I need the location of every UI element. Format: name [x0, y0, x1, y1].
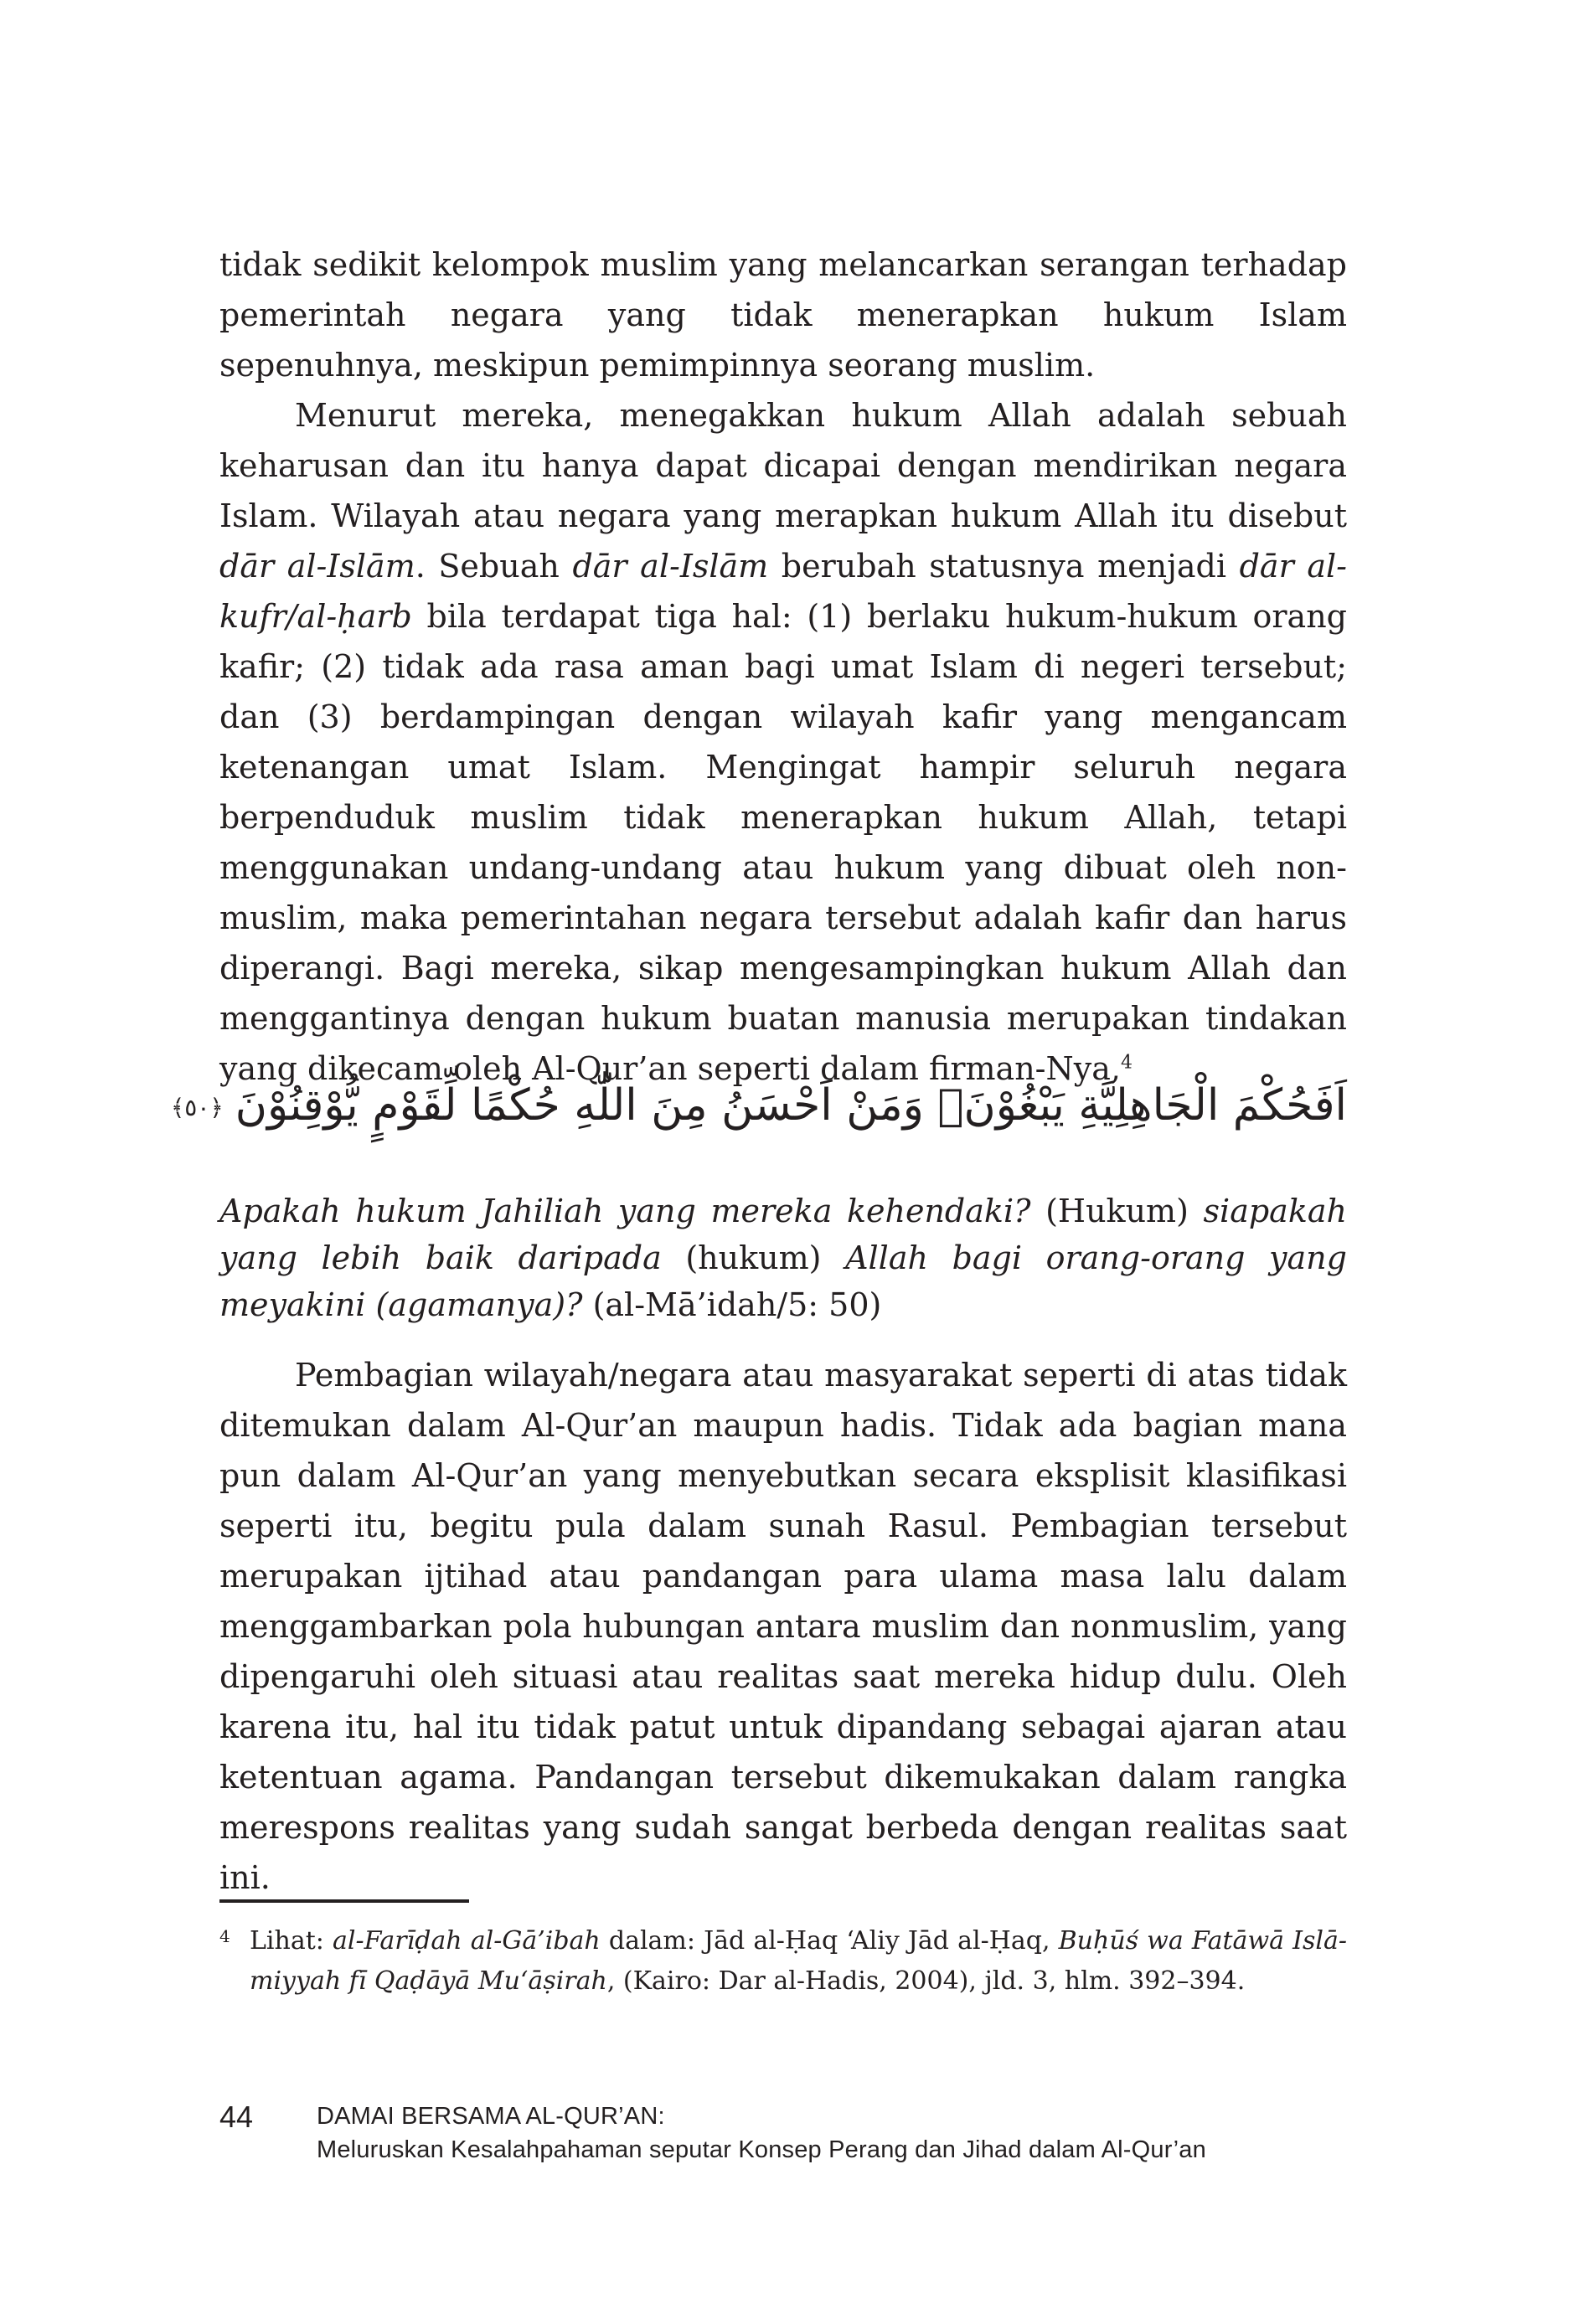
paragraph-2-text-b: . Sebuah	[415, 548, 573, 585]
translation-part-f: (agamanya)?	[375, 1286, 583, 1323]
paragraph-1: tidak sedikit kelompok muslim yang melancarkan serangan terhadap pemerintah negara yang tidak menerapkan hukum Islam sepenuhnya, meskipun pemimpinnya seorang muslim.	[219, 246, 1347, 384]
paragraph-2-text-d: bila terdapat tiga hal: (1) berlaku hukum-hukum orang kafir; (2) tidak ada rasa aman bagi umat Islam di negeri tersebut; dan (3) berdampingan dengan wilayah kafir yang mengancam ketenangan umat Islam. Mengingat hampir seluruh negara berpenduduk muslim tidak menerapkan hukum Allah, tetapi menggunakan undang-undang atau hukum yang dibuat oleh nonmuslim, maka pemerintahan negara tersebut adalah kafir dan harus diperangi. Bagi mereka, sikap mengesampingkan hukum Allah dan menggantinya dengan hukum buatan manusia merupakan tindakan yang dikecam oleh Al-Qur’an seperti dalam firman-Nya,	[219, 598, 1347, 1087]
paragraph-3: Pembagian wilayah/negara atau masyarakat seperti di atas tidak ditemukan dalam Al-Qur’an maupun hadis. Tidak ada bagian mana pun dalam Al-Qur’an yang menyebutkan secara eksplisit klasifikasi seperti itu, begitu pula dalam sunah Rasul. Pembagian tersebut merupakan ijtihad atau pandangan para ulama masa lalu dalam menggambarkan pola hubungan antara muslim dan nonmuslim, yang dipengaruhi oleh situasi atau realitas saat mereka hidup dulu. Oleh karena itu, hal itu tidak patut untuk dipandang sebagai ajaran atau ketentuan agama. Pandangan tersebut dikemukakan dalam rangka merespons realitas yang sudah sangat berbeda dengan realitas saat ini.	[219, 1357, 1347, 1896]
term-dar-al-kufr: dār al-kufr/al-ḥarb	[219, 548, 1347, 635]
page-number: 44	[219, 2100, 254, 2134]
translation-part-c: siapakah yang lebih baik daripada	[219, 1193, 1347, 1276]
term-dar-al-islam-2: dār al-Islām	[572, 548, 769, 585]
footnote-text-2: al-Farīḍah al-Gā’ibah	[333, 1926, 601, 1956]
footnote-text-5: , (Kairo: Dar al-Hadis, 2004), jld. 3, hlm. 392–394.	[606, 1966, 1246, 1996]
quran-verse-arabic	[170, 1059, 1347, 1152]
footnote-number: 4	[219, 1926, 230, 1946]
translation-part-d: (hukum)	[685, 1239, 822, 1276]
footnote-text-4: Buḥūś wa Fatāwā Islāmiyyah fī Qaḍāyā Mu‘āṣirah	[250, 1926, 1347, 1996]
paragraph-2-text-a: Menurut mereka, menegakkan hukum Allah adalah sebuah keharusan dan itu hanya dapat dicapai dengan mendirikan negara Islam. Wilayah atau negara yang merapkan hukum Allah itu disebut	[219, 397, 1347, 534]
paragraph-2-text-c: berubah statusnya menjadi	[768, 548, 1240, 585]
verse-citation: (al-Mā’idah/5: 50)	[582, 1286, 882, 1323]
footnote-text-1: Lihat:	[250, 1926, 333, 1956]
book-subtitle: Meluruskan Kesalahpahaman seputar Konsep Perang dan Jihad dalam Al-Qur’an	[317, 2136, 1206, 2163]
verse-number-mark: ﴿٥٠﴾	[170, 1094, 224, 1121]
translation-part-b: (Hukum)	[1045, 1193, 1189, 1229]
book-title: DAMAI BERSAMA AL-QUR’AN:	[317, 2103, 665, 2130]
verse-translation	[219, 1188, 1347, 1328]
term-dar-al-islam: dār al-Islām	[219, 548, 415, 585]
footnote	[219, 1921, 1347, 2002]
translation-part-e: Allah bagi orang-orang yang meyakini	[219, 1239, 1347, 1323]
footnote-reference[interactable]: 4	[1120, 1052, 1133, 1074]
body-text-top	[219, 240, 1347, 1094]
body-text-bottom	[219, 1350, 1347, 1903]
footnote-text-3: dalam: Jād al-Ḥaq ‘Aliy Jād al-Ḥaq,	[600, 1926, 1059, 1956]
translation-part-a: Apakah hukum Jahiliah yang mereka kehendaki?	[219, 1193, 1046, 1229]
running-footer	[317, 2100, 1206, 2167]
arabic-verse-text: اَفَحُكْمَ الْجَاهِلِيَّةِ يَبْغُوْنَۗ وَمَنْ اَحْسَنُ مِنَ اللّٰهِ حُكْمًا لِّقَوْمٍ يُّوْقِنُوْنَ	[235, 1080, 1347, 1131]
footnote-divider	[219, 1899, 469, 1903]
paragraph-2	[219, 390, 1347, 1094]
